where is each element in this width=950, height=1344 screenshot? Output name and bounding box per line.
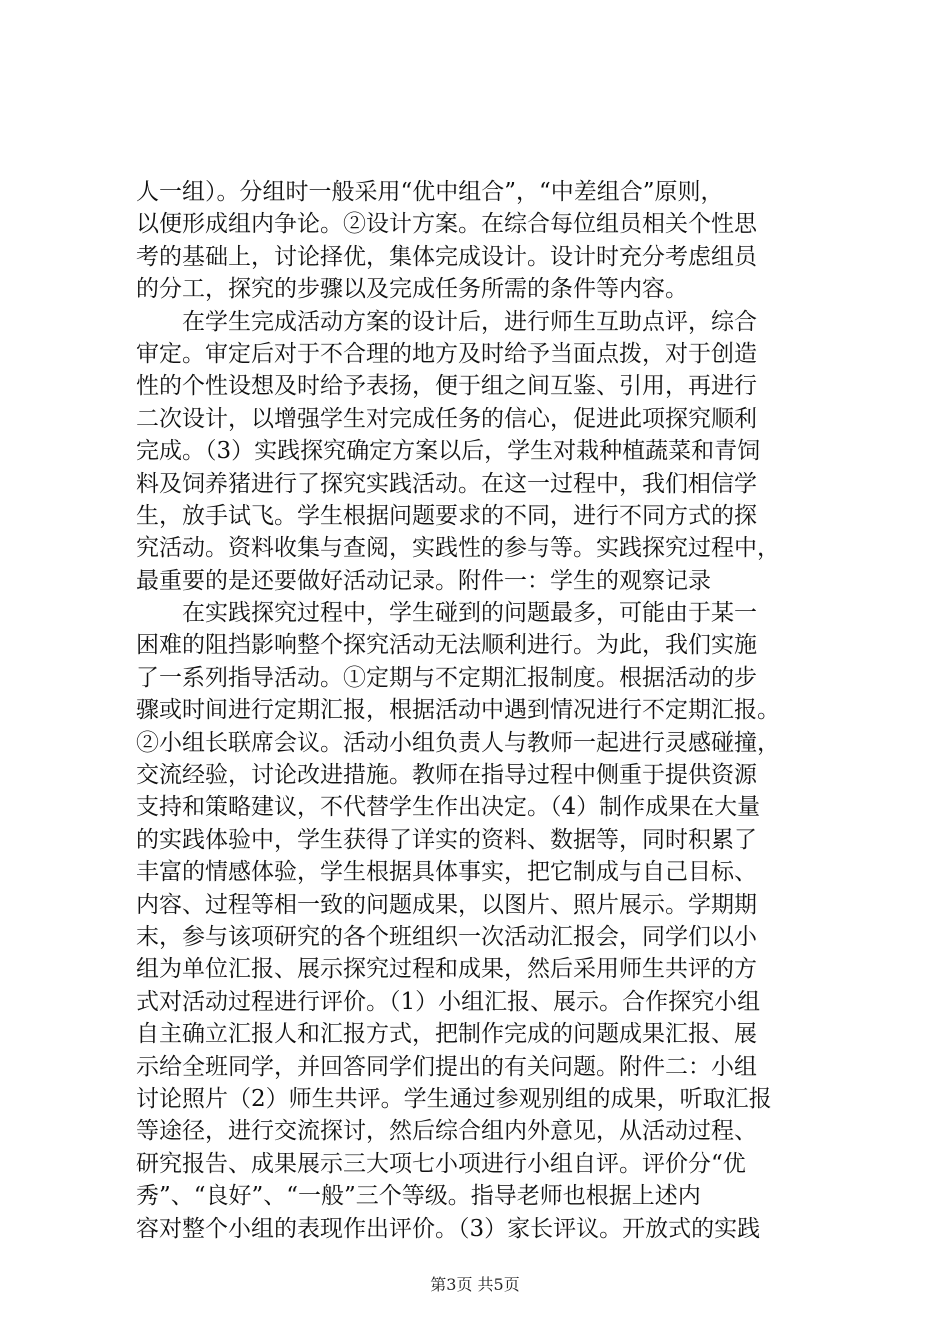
text-line: 容对整个小组的表现作出评价。（3）家长评议。开放式的实践	[136, 1215, 761, 1242]
text-line: 的实践体验中，学生获得了详实的资料、数据等，同时积累了	[136, 826, 757, 853]
text-line: 人一组）。分组时一般采用“优中组合”，“中差组合”原则，	[136, 179, 724, 205]
text-line: 生，放手试飞。学生根据问题要求的不同，进行不同方式的探	[136, 502, 757, 529]
page-number-label: 第3页 共5页	[430, 1275, 520, 1294]
text-line: 完成。（3）实践探究确定方案以后，学生对栽种植蔬菜和青饲	[136, 438, 761, 465]
text-line: 以便形成组内争论。②设计方案。在综合每位组员相关个性思	[136, 211, 757, 238]
text-line: 的分工，探究的步骤以及完成任务所需的条件等内容。	[136, 276, 688, 303]
text-line: 示给全班同学，并回答同学们提出的有关问题。附件二：小组	[136, 1053, 757, 1080]
text-line: 自主确立汇报人和汇报方式，把制作完成的问题成果汇报、展	[136, 1021, 757, 1048]
text-line: 等途径，进行交流探讨，然后综合组内外意见，从活动过程、	[136, 1118, 757, 1145]
text-line: 秀”、“良好”、“一般”三个等级。指导老师也根据上述内	[136, 1183, 701, 1210]
text-line: 式对活动过程进行评价。（1）小组汇报、展示。合作探究小组	[136, 988, 761, 1015]
text-line: 考的基础上，讨论择优，集体完成设计。设计时充分考虑组员	[136, 243, 757, 270]
text-line: 研究报告、成果展示三大项七小项进行小组自评。评价分“优	[136, 1150, 746, 1177]
text-line-paragraph-start: 在实践探究过程中，学生碰到的问题最多，可能由于某一	[182, 600, 757, 627]
text-line: 末，参与该项研究的各个班组织一次活动汇报会，同学们以小	[136, 923, 757, 950]
text-line: 料及饲养猪进行了探究实践活动。在这一过程中，我们相信学	[136, 470, 757, 497]
text-line: 支持和策略建议，不代替学生作出决定。（4）制作成果在大量	[136, 794, 761, 821]
page-footer	[0, 1272, 950, 1295]
text-line: 二次设计，以增强学生对完成任务的信心，促进此项探究顺利	[136, 405, 757, 432]
body-text	[136, 176, 826, 1245]
text-line: 组为单位汇报、展示探究过程和成果，然后采用师生共评的方	[136, 956, 757, 983]
text-line: 困难的阻挡影响整个探究活动无法顺利进行。为此，我们实施	[136, 632, 757, 659]
text-line: 讨论照片（2）师生共评。学生通过参观别组的成果，听取汇报	[136, 1085, 772, 1112]
text-line: 了一系列指导活动。①定期与不定期汇报制度。根据活动的步	[136, 664, 757, 691]
text-line: 审定。审定后对于不合理的地方及时给予当面点拨，对于创造	[136, 340, 757, 367]
text-line: 内容、过程等相一致的问题成果，以图片、照片展示。学期期	[136, 891, 757, 918]
text-line: 骤或时间进行定期汇报，根据活动中遇到情况进行不定期汇报。	[136, 697, 780, 724]
text-line: 最重要的是还要做好活动记录。附件一：学生的观察记录	[136, 567, 711, 594]
text-line-paragraph-start: 在学生完成活动方案的设计后，进行师生互助点评，综合	[182, 308, 757, 335]
text-line: 究活动。资料收集与查阅，实践性的参与等。实践探究过程中，	[136, 535, 780, 562]
text-line: ②小组长联席会议。活动小组负责人与教师一起进行灵感碰撞，	[136, 729, 780, 756]
text-line: 交流经验，讨论改进措施。教师在指导过程中侧重于提供资源	[136, 762, 757, 789]
text-line: 丰富的情感体验，学生根据具体事实，把它制成与自己目标、	[136, 859, 757, 886]
text-line: 性的个性设想及时给予表扬，便于组之间互鉴、引用，再进行	[136, 373, 757, 400]
